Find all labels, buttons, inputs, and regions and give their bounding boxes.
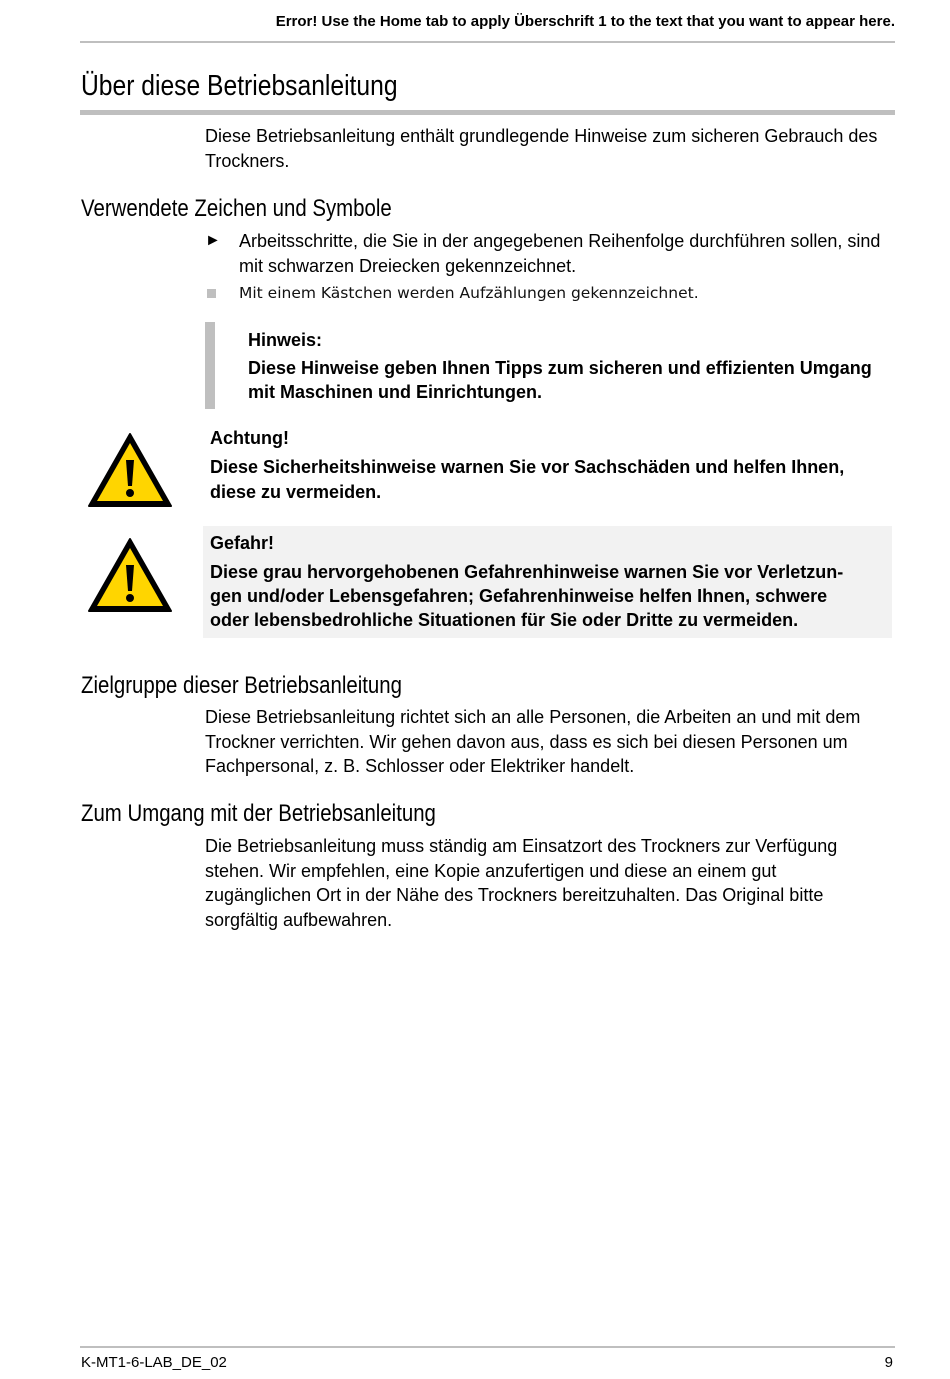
list-item-text: Mit einem Kästchen werden Aufzählungen gekennzeichnet. [239, 284, 699, 302]
intro-paragraph: Diese Betriebsanleitung enthält grundlegende Hinweise zum sicheren Gebrauch des Trockners. [205, 126, 878, 171]
warning-triangle-icon [87, 537, 173, 613]
running-header: Error! Use the Home tab to apply Überschrift 1 to the text that you want to appear here. [275, 13, 895, 30]
page-number: 9 [884, 1354, 893, 1371]
audience-paragraph: Diese Betriebsanleitung richtet sich an alle Personen, die Arbeiten an und mit dem Trockner verrichten. Wir gehen davon aus, dass es sich bei diesen Personen um Fachpersonal, z. B. Schlosser oder Elektriker handelt. [205, 707, 861, 776]
title-rule [80, 110, 895, 115]
list-square-icon [207, 289, 216, 298]
section-heading-audience: Zielgruppe dieser Betriebsanleitung [81, 672, 402, 699]
footer-rule [80, 1346, 895, 1348]
handling-paragraph: Die Betriebsanleitung muss ständig am Einsatzort des Trockners zur Verfügung stehen. Wir empfehlen, eine Kopie anzufertigen und diese an einem gut zugänglichen Ort in der Nähe des Trockners bereitzuhalten. Das Original bitte sorgfältig aufbewahren. [205, 836, 838, 930]
warning-triangle-icon [87, 432, 173, 508]
danger-label: Gefahr! [210, 533, 275, 553]
note-text: Diese Hinweise geben Ihnen Tipps zum sicheren und effizienten Umgang mit Maschinen und Einrichtungen. [248, 358, 872, 402]
step-text: Arbeitsschritte, die Sie in der angegebenen Reihenfolge durchführen sollen, sind mit schwarzen Dreiecken gekennzeichnet. [239, 231, 881, 276]
danger-text-line2: gen und/oder Lebensgefahren; Gefahrenhinweise helfen Ihnen, schwere [210, 586, 828, 606]
caution-text: Diese Sicherheitshinweise warnen Sie vor Sachschäden und helfen Ihnen, diese zu vermeiden. [210, 457, 845, 502]
danger-text-line1: Diese grau hervorgehobenen Gefahrenhinweise warnen Sie vor Verletzun- [210, 562, 844, 582]
caution-label: Achtung! [210, 428, 289, 448]
header-rule [80, 41, 895, 43]
note-label: Hinweis: [248, 330, 323, 350]
note-side-bar [205, 322, 215, 409]
step-marker-icon: ► [205, 232, 221, 249]
section-heading-handling: Zum Umgang mit der Betriebsanleitung [81, 800, 436, 827]
section-heading-symbols: Verwendete Zeichen und Symbole [81, 195, 392, 222]
document-id: K-MT1-6-LAB_DE_02 [81, 1354, 227, 1371]
step-list-item [205, 229, 885, 278]
danger-text-line3: oder lebensbedrohliche Situationen für Sie oder Dritte zu vermeiden. [210, 610, 799, 630]
page-title: Über diese Betriebsanleitung [81, 70, 398, 102]
